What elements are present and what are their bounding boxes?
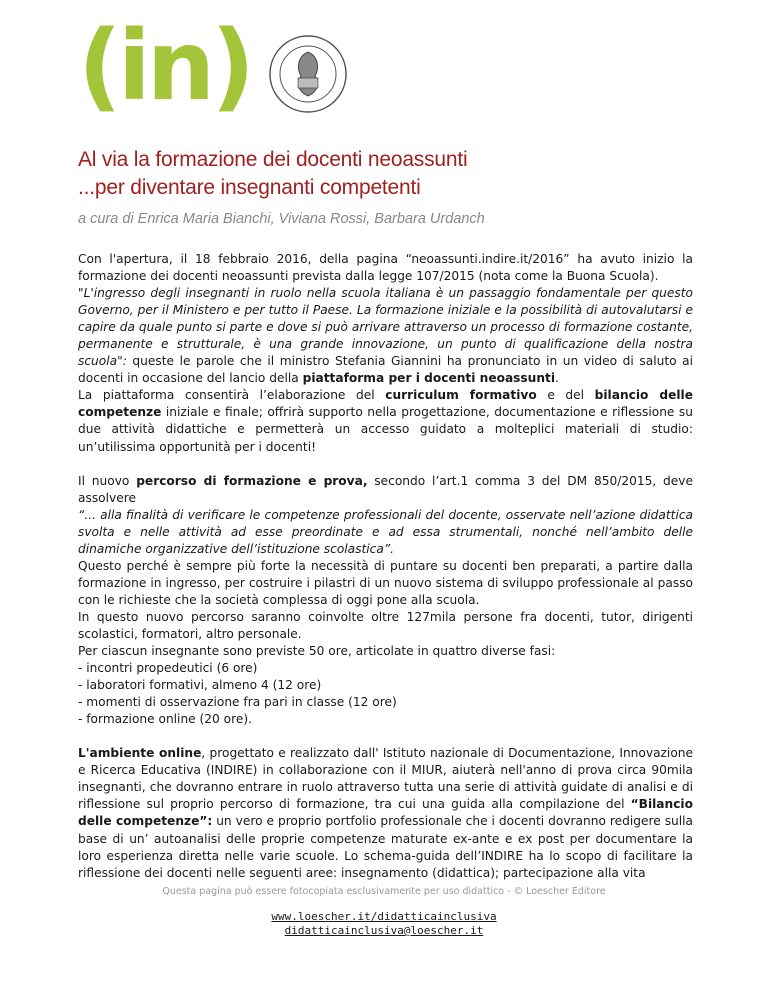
title-line-1: Al via la formazione dei docenti neoassunti xyxy=(78,148,468,171)
highlight: bilancio delle competenze xyxy=(78,388,693,420)
highlight: piattaforma per i docenti neoassunti xyxy=(302,371,556,386)
logo xyxy=(78,10,338,123)
dm-quote: “... alla finalità di verificare le competenze professionali del docente, osservate nell’azione didattica svolta e nelle attività ad esse preordinate e ad essa strumentali, nonché nell’ambito delle dinamiche organizzative dell’istituzione scolastica”. xyxy=(78,507,693,556)
text: Per ciascun insegnante sono previste 50 ore, articolate in quattro diverse fasi: xyxy=(78,644,556,659)
text: Il nuovo xyxy=(78,473,137,488)
page-title xyxy=(78,146,718,202)
highlight: curriculum formativo xyxy=(385,388,537,403)
list-item: - momenti di osservazione fra pari in classe (12 ore) xyxy=(78,695,397,710)
text: secondo l’art.1 comma 3 del DM 850/2015, deve assolvere xyxy=(78,473,693,505)
article-body xyxy=(78,251,693,882)
highlight: percorso di formazione e prova, xyxy=(136,473,368,488)
paragraph-2 xyxy=(78,473,693,729)
text: iniziale e finale; offrirà supporto nella progettazione, documentazione e riflessione su due attività didattiche e permetterà un accesso guidato a molteplici materiali di studio: un’utilissima opportunità per i docenti! xyxy=(78,405,693,454)
authors: a cura di Enrica Maria Bianchi, Viviana Rossi, Barbara Urdanch xyxy=(78,211,485,227)
list-item: - formazione online (20 ore). xyxy=(78,712,253,727)
email-link[interactable]: didatticainclusiva@loescher.it xyxy=(284,924,484,937)
list-item: - incontri propedeutici (6 ore) xyxy=(78,661,258,676)
text: In questo nuovo percorso saranno coinvolte oltre 127mila persone fra docenti, tutor, dirigenti scolastici, formatori, altro personale. xyxy=(78,609,693,641)
copyright-note: Questa pagina può essere fotocopiata esclusivamente per uso didattico - © Loescher Editore xyxy=(162,886,606,897)
minister-quote: "L'ingresso degli insegnanti in ruolo nella scuola italiana è un passaggio fondamentale per questo Governo, per il Ministero e per tutto il Paese. La formazione iniziale e la possibilità di autovalutarsi e capire da quale punto si parte e dove si può arrivare attraverso un processo di formazione costante, permanente e strutturale, è una grande innovazione, un punto di qualificazione della nostra scuola": xyxy=(78,286,693,369)
paragraph-3 xyxy=(78,745,693,881)
highlight: “Bilancio delle competenze”: xyxy=(78,797,693,829)
highlight: L'ambiente online xyxy=(78,746,202,761)
text: , progettato e realizzato dall' Istituto nazionale di Documentazione, Innovazione e Ricerca Educativa (INDIRE) in collaborazione con il MIUR, aiuterà nell'anno di prova circa 90mila insegnanti, che dovranno entrare in ruolo attraverso tutta una serie di attività guidate di analisi e di riflessione sul proprio percorso di formazione, tra cui una guida alla compilazione del xyxy=(78,746,694,812)
logo-text: (in) xyxy=(78,10,251,122)
loescher-seal-icon xyxy=(268,34,348,114)
text: queste le parole che il ministro Stefania Giannini ha pronunciato in un video di saluto ai docenti in occasione del lancio della xyxy=(78,354,693,386)
text: Con l'apertura, il 18 febbraio 2016, della pagina “neoassunti.indire.it/2016” ha avuto inizio la formazione dei docenti neoassunti prevista dalla legge 107/2015 (nota come la Buona Scuola). xyxy=(78,252,693,284)
text: . xyxy=(555,371,559,386)
footer-links xyxy=(0,910,768,938)
list-item: - laboratori formativi, almeno 4 (12 ore) xyxy=(78,678,322,693)
text: un vero e proprio portfolio professionale che i docenti dovranno redigere sulla base di un’ autoanalisi delle proprie competenze maturate ex-ante e ex post per documentare la loro esperienza diretta nelle varie scuole. Lo schema-guida dell’INDIRE ha lo scopo di facilitare la riflessione dei docenti nelle seguenti aree: insegnamento (didattica); partecipazione alla vita xyxy=(78,814,694,880)
website-link[interactable]: www.loescher.it/didatticainclusiva xyxy=(271,910,497,923)
text: e del xyxy=(536,388,595,403)
title-line-2: ...per diventare insegnanti competenti xyxy=(78,176,421,199)
paragraph-1 xyxy=(78,251,693,456)
text: La piattaforma consentirà l’elaborazione del xyxy=(78,388,386,403)
text: Questo perché è sempre più forte la necessità di puntare su docenti ben preparati, a partire dalla formazione in ingresso, per costruire i pilastri di un nuovo sistema di sviluppo professionale al passo con le richieste che la società complessa di oggi pone alla scuola. xyxy=(78,558,693,607)
